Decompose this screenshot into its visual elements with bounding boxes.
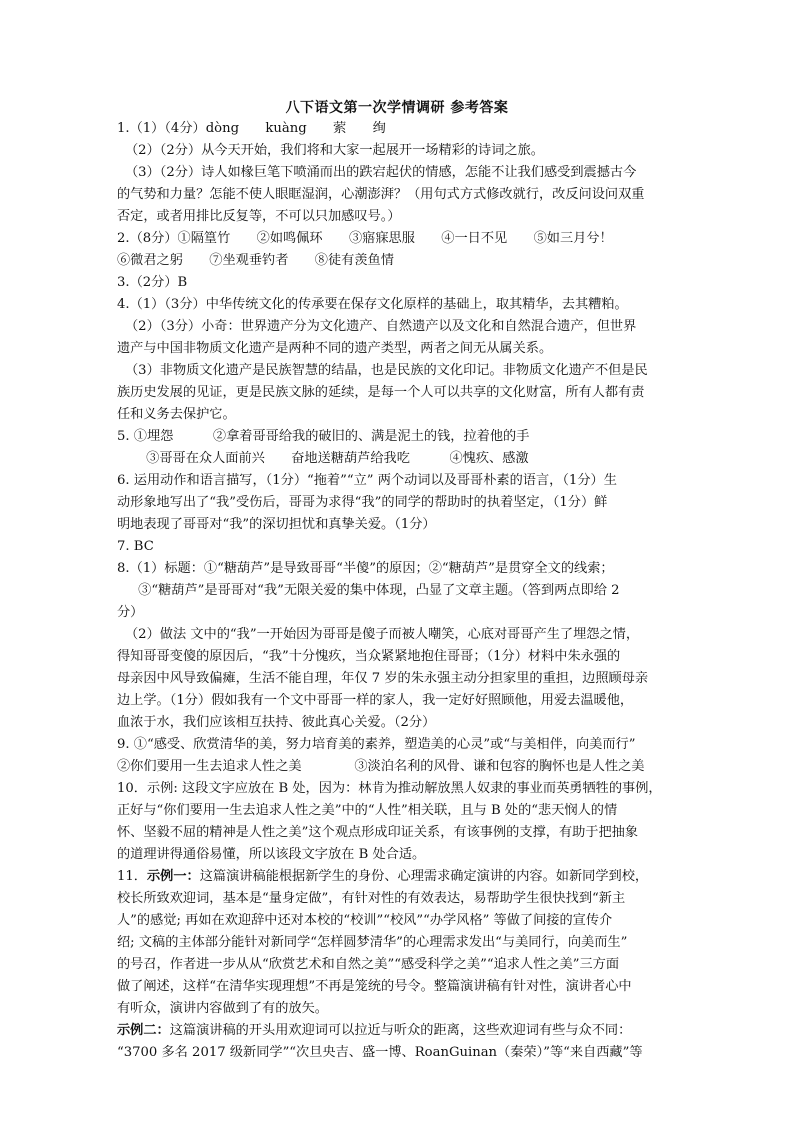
answer-line: 的道理讲得通俗易懂，所以该段文字放在 B 处合适。 [117,847,426,862]
answer-line: 族历史发展的见证，更是民族文脉的延续，是每一个人可以共享的文化财富，所有人都有责 [117,385,645,400]
answer-line: 8.（1）标题：①“糖葫芦”是导致哥哥“半傻”的原因；②“糖葫芦”是贯穿全文的线索； [117,561,614,576]
answer-line: 2.（8分）①隔篁竹 ②如鸣佩环 ③寤寐思服 ④一日不见 ⑤如三月兮！ [117,231,613,246]
answer-line: 的气势和力量？怎能不使人眼眶湿润，心潮澎湃？（用句式方式修改就行，改反问设问双重 [117,187,645,202]
answer-line: 边上学。（1分）假如我有一个文中哥哥一样的家人，我一定好好照顾他，用爱去温暖他， [117,693,634,708]
answer-line: 动形象地写出了“我”受伤后，哥哥为求得“我”的同学的帮助时的执着坚定，（1分）鲜 [117,495,608,510]
answer-line: 血浓于水，我们应该相互扶持、彼此真心关爱。（2分） [117,715,436,730]
answer-line: 分） [117,605,144,620]
answer-line: 11．示例一：这篇演讲稿能根据新学生的身份、心理需求确定演讲的内容。如新同学到校， [117,869,649,884]
answer-line: 1.（1）（4分）dòng kuàng 萦 绚 [117,121,386,136]
answer-line: 10．示例: 这段文字应放在 B 处，因为：林肯为推动解放黑人奴隶的事业而英勇牺牲的事例， [117,781,662,796]
answer-line: 做了阐述，这样“在清华实现理想”不再是笼统的号令。整篇演讲稿有针对性，演讲者心中 [117,979,632,994]
answer-line: 3.（2分）B [117,275,188,290]
answer-line: （2）（3分）小奇：世界遗产分为文化遗产、自然遗产以及文化和自然混合遗产，但世界 [125,319,637,334]
answer-line: （3）（2分）诗人如椽巨笔下喷涌而出的跌宕起伏的情感，怎能不让我们感受到震撼古今 [125,165,637,180]
answer-line: “3700 多名 2017 级新同学”“次旦央吉、盛一博、RoanGuinan（秦荣）”等“来自西藏”等 [117,1045,643,1060]
answer-line: 明地表现了哥哥对“我”的深切担忧和真挚关爱。（1分） [117,517,436,532]
answer-line: 怀、坚毅不屈的精神是人性之美”这个观点形成印证关系，有该事例的支撑，有助于把抽象 [117,825,639,840]
answer-line: ③“糖葫芦”是哥哥对“我”无限关爱的集中体现，凸显了文章主题。（答到两点即给 2 [125,583,620,598]
answer-line: ③哥哥在众人面前兴 奋地送糖葫芦给我吃 ④愧疚、感激 [133,451,529,466]
answer-line: 正好与“你们要用一生去追求人性之美”中的“人性”相关联，且与 B 处的“悲天悯人的情 [117,803,618,818]
answer-line: 人”的感觉; 再如在欢迎辞中还对本校的“校训”“校风”“办学风格” 等做了间接的宣传介 [117,913,613,928]
answer-line: 任和义务去保护它。 [117,407,236,422]
answer-line: 遗产与中国非物质文化遗产是两种不同的遗产类型，两者之间无从属关系。 [117,341,553,356]
example-label: 示例一： [146,869,200,884]
answer-line: 5. ①埋怨 ②拿着哥哥给我的破旧的、满是泥土的钱，拉着他的手 [117,429,530,444]
answer-line: 示例二：这篇演讲稿的开头用欢迎词可以拉近与听众的距离，这些欢迎词有些与众不同： [117,1023,632,1038]
answer-line: （2）做法 文中的“我”一开始因为哥哥是傻子而被人嘲笑，心底对哥哥产生了埋怨之情， [125,627,639,642]
answer-line: 校长所致欢迎词，基本是“量身定做”，有针对性的有效表达，易帮助学生很快找到“新主 [117,891,626,906]
answer-line: 母亲因中风导致偏瘫，生活不能自理，年仅 7 岁的朱永强主动分担家里的重担，边照顾母亲 [117,671,649,686]
answer-line: ⑥微君之躬 ⑦坐观垂钓者 ⑧徒有羡鱼情 [117,253,394,268]
answer-line: 绍; 文稿的主体部分能针对新同学“怎样圆梦清华”的心理需求发出“与美同行，向美而生” [117,935,628,950]
answer-line: （2）（2分）从今天开始，我们将和大家一起展开一场精彩的诗词之旅。 [125,143,544,158]
page-title: 八下语文第一次学情调研 参考答案 [285,100,509,116]
answer-line: 的号召，作者进一步从从“欣赏艺术和自然之美”“感受科学之美”“追求人性之美”三方面 [117,957,620,972]
answer-line: 4.（1）（3分）中华传统文化的传承要在保存文化原样的基础上，取其精华，去其糟粕。 [117,297,628,312]
example-label: 示例二： [117,1023,170,1038]
answer-line: 9. ①“感受、欣赏清华的美，努力培育美的素养，塑造美的心灵”或“与美相伴，向美而行” [117,737,636,752]
answer-line: ②你们要用一生去追求人性之美 ③淡泊名利的风骨、谦和包容的胸怀也是人性之美 [117,759,645,774]
answer-line: 得知哥哥变傻的原因后，“我”十分愧疚，当众紧紧地抱住哥哥；（1分）材料中朱永强的 [117,649,621,664]
answer-line: （3）非物质文化遗产是民族智慧的结晶，也是民族的文化印记。非物质文化遗产不但是民 [125,363,648,378]
answer-line: 有听众，演讲内容做到了有的放矢。 [117,1001,328,1016]
answer-line: 否定，或者用排比反复等，不可以只加感叹号。） [117,209,401,224]
answer-line: 6. 运用动作和语言描写，（1分）“拖着”“立” 两个动词以及哥哥朴素的语言，（1分）生 [117,473,617,488]
answer-line: 7. BC [117,539,154,554]
